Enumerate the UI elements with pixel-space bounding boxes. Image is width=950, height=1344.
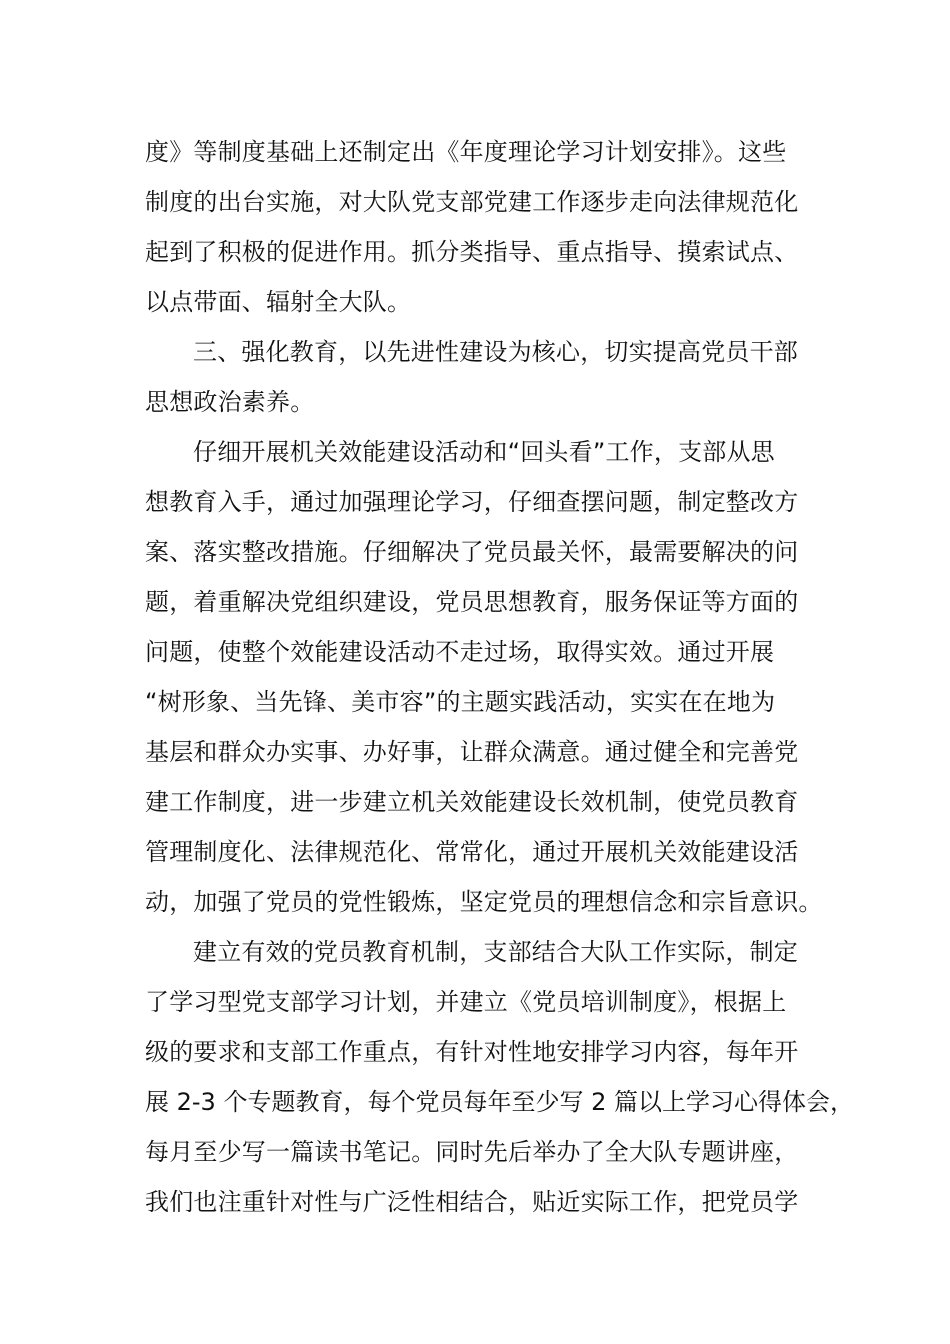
text-line: 级的要求和支部工作重点，有针对性地安排学习内容，每年开 xyxy=(145,1038,799,1066)
text-line: 管理制度化、法律规范化、常常化，通过开展机关效能建设活 xyxy=(145,838,799,866)
body-text xyxy=(145,127,854,1227)
text-line: 度》等制度基础上还制定出《年度理论学习计划安排》。这些 xyxy=(145,138,787,166)
text-line: 题，着重解决党组织建设，党员思想教育，服务保证等方面的 xyxy=(145,588,799,616)
section-heading-line: 思想政治素养。 xyxy=(145,388,315,416)
text-line: 问题，使整个效能建设活动不走过场，取得实效。通过开展 xyxy=(145,638,775,666)
text-line: “树形象、当先锋、美市容”的主题实践活动，实实在在地为 xyxy=(145,688,776,716)
text-line: 我们也注重针对性与广泛性相结合，贴近实际工作，把党员学 xyxy=(145,1188,799,1216)
text-line: 每月至少写一篇读书笔记。同时先后举办了全大队专题讲座， xyxy=(145,1138,799,1166)
text-line: 建立有效的党员教育机制，支部结合大队工作实际，制定 xyxy=(193,938,798,966)
text-line: 展 2-3 个专题教育，每个党员每年至少写 2 篇以上学习心得体会， xyxy=(145,1088,854,1116)
text-line: 基层和群众办实事、办好事，让群众满意。通过健全和完善党 xyxy=(145,738,799,766)
text-line: 案、落实整改措施。仔细解决了党员最关怀，最需要解决的问 xyxy=(145,538,799,566)
text-line: 建工作制度，进一步建立机关效能建设长效机制，使党员教育 xyxy=(145,788,799,816)
text-line: 动，加强了党员的党性锻炼，坚定党员的理想信念和宗旨意识。 xyxy=(145,888,823,916)
section-heading-line: 三、强化教育，以先进性建设为核心，切实提高党员干部 xyxy=(193,338,798,366)
text-line: 仔细开展机关效能建设活动和“回头看”工作，支部从思 xyxy=(193,438,775,466)
text-line: 了学习型党支部学习计划，并建立《党员培训制度》，根据上 xyxy=(145,988,787,1016)
text-line: 以点带面、辐射全大队。 xyxy=(145,288,412,316)
text-line: 制度的出台实施，对大队党支部党建工作逐步走向法律规范化 xyxy=(145,188,799,216)
text-line: 想教育入手，通过加强理论学习，仔细查摆问题，制定整改方 xyxy=(145,488,799,516)
text-line: 起到了积极的促进作用。抓分类指导、重点指导、摸索试点、 xyxy=(145,238,799,266)
